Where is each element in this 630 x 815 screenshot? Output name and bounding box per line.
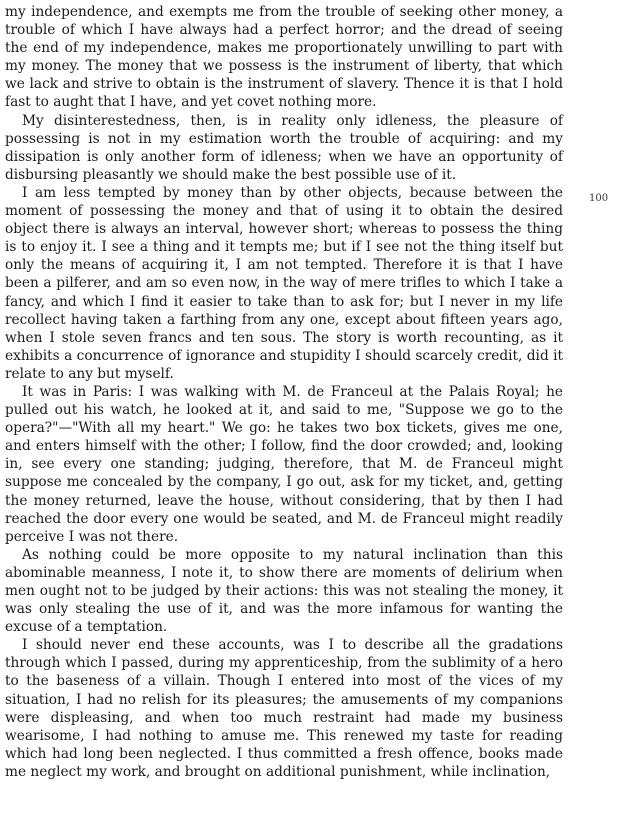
paragraph: I am less tempted by money than by other objects, because between the moment of possessing the money and that of using it to obtain the desired object there is always an interval, however short; whereas to possess the thing is to enjoy it. I see a thing and it tempts me; but if I see not the thing itself but only the means of acquiring it, I am not tempted. Therefore it is that I have been a pilferer, and am so even now, in the way of mere trifles to which I take a fancy, and which I find it easier to take than to ask for; but I never in my life recollect having taken a farthing from any one, except about fifteen years ago, when I stole seven francs and ten sous. The story is worth recounting, as it exhibits a concurrence of ignorance and stupidity I should scarcely credit, did it relate to any but myself.	[5, 184, 563, 382]
line-number: 100	[589, 193, 609, 204]
page-body	[5, 3, 563, 781]
paragraph: As nothing could be more opposite to my natural inclination than this abominable meanness, I note it, to show there are moments of delirium when men ought not to be judged by their actions: this was not stealing the money, it was only stealing the use of it, and was the more infamous for wanting the excuse of a temptation.	[5, 546, 563, 636]
paragraph: It was in Paris: I was walking with M. de Franceul at the Palais Royal; he pulled out his watch, he looked at it, and said to me, "Suppose we go to the opera?"—"With all my heart." We go: he takes two box tickets, gives me one, and enters himself with the other; I follow, find the door crowded; and, looking in, see every one standing; judging, therefore, that M. de Franceul might suppose me concealed by the company, I go out, ask for my ticket, and, getting the money returned, leave the house, without considering, that by then I had reached the door every one would be seated, and M. de Franceul might readily perceive I was not there.	[5, 383, 563, 545]
paragraph: My disinterestedness, then, is in reality only idleness, the pleasure of possessing is not in my estimation worth the trouble of acquiring: and my dissipation is only another form of idleness; when we have an opportunity of disbursing pleasantly we should make the best possible use of it.	[5, 112, 563, 183]
paragraph: my independence, and exempts me from the trouble of seeking other money, a trouble of which I have always had a perfect horror; and the dread of seeing the end of my independence, makes me proportionately unwilling to part with my money. The money that we possess is the instrument of liberty, that which we lack and strive to obtain is the instrument of slavery. Thence it is that I hold fast to aught that I have, and yet covet nothing more.	[5, 4, 563, 111]
paragraph: I should never end these accounts, was I to describe all the gradations through which I passed, during my apprenticeship, from the sublimity of a hero to the baseness of a villain. Though I entered into most of the vices of my situation, I had no relish for its pleasures; the amusements of my companions were displeasing, and when too much restraint had made my business wearisome, I had nothing to amuse me. This renewed my taste for reading which had long been neglected. I thus committed a fresh offence, books made me neglect my work, and brought on additional punishment, while inclination,	[5, 637, 563, 780]
